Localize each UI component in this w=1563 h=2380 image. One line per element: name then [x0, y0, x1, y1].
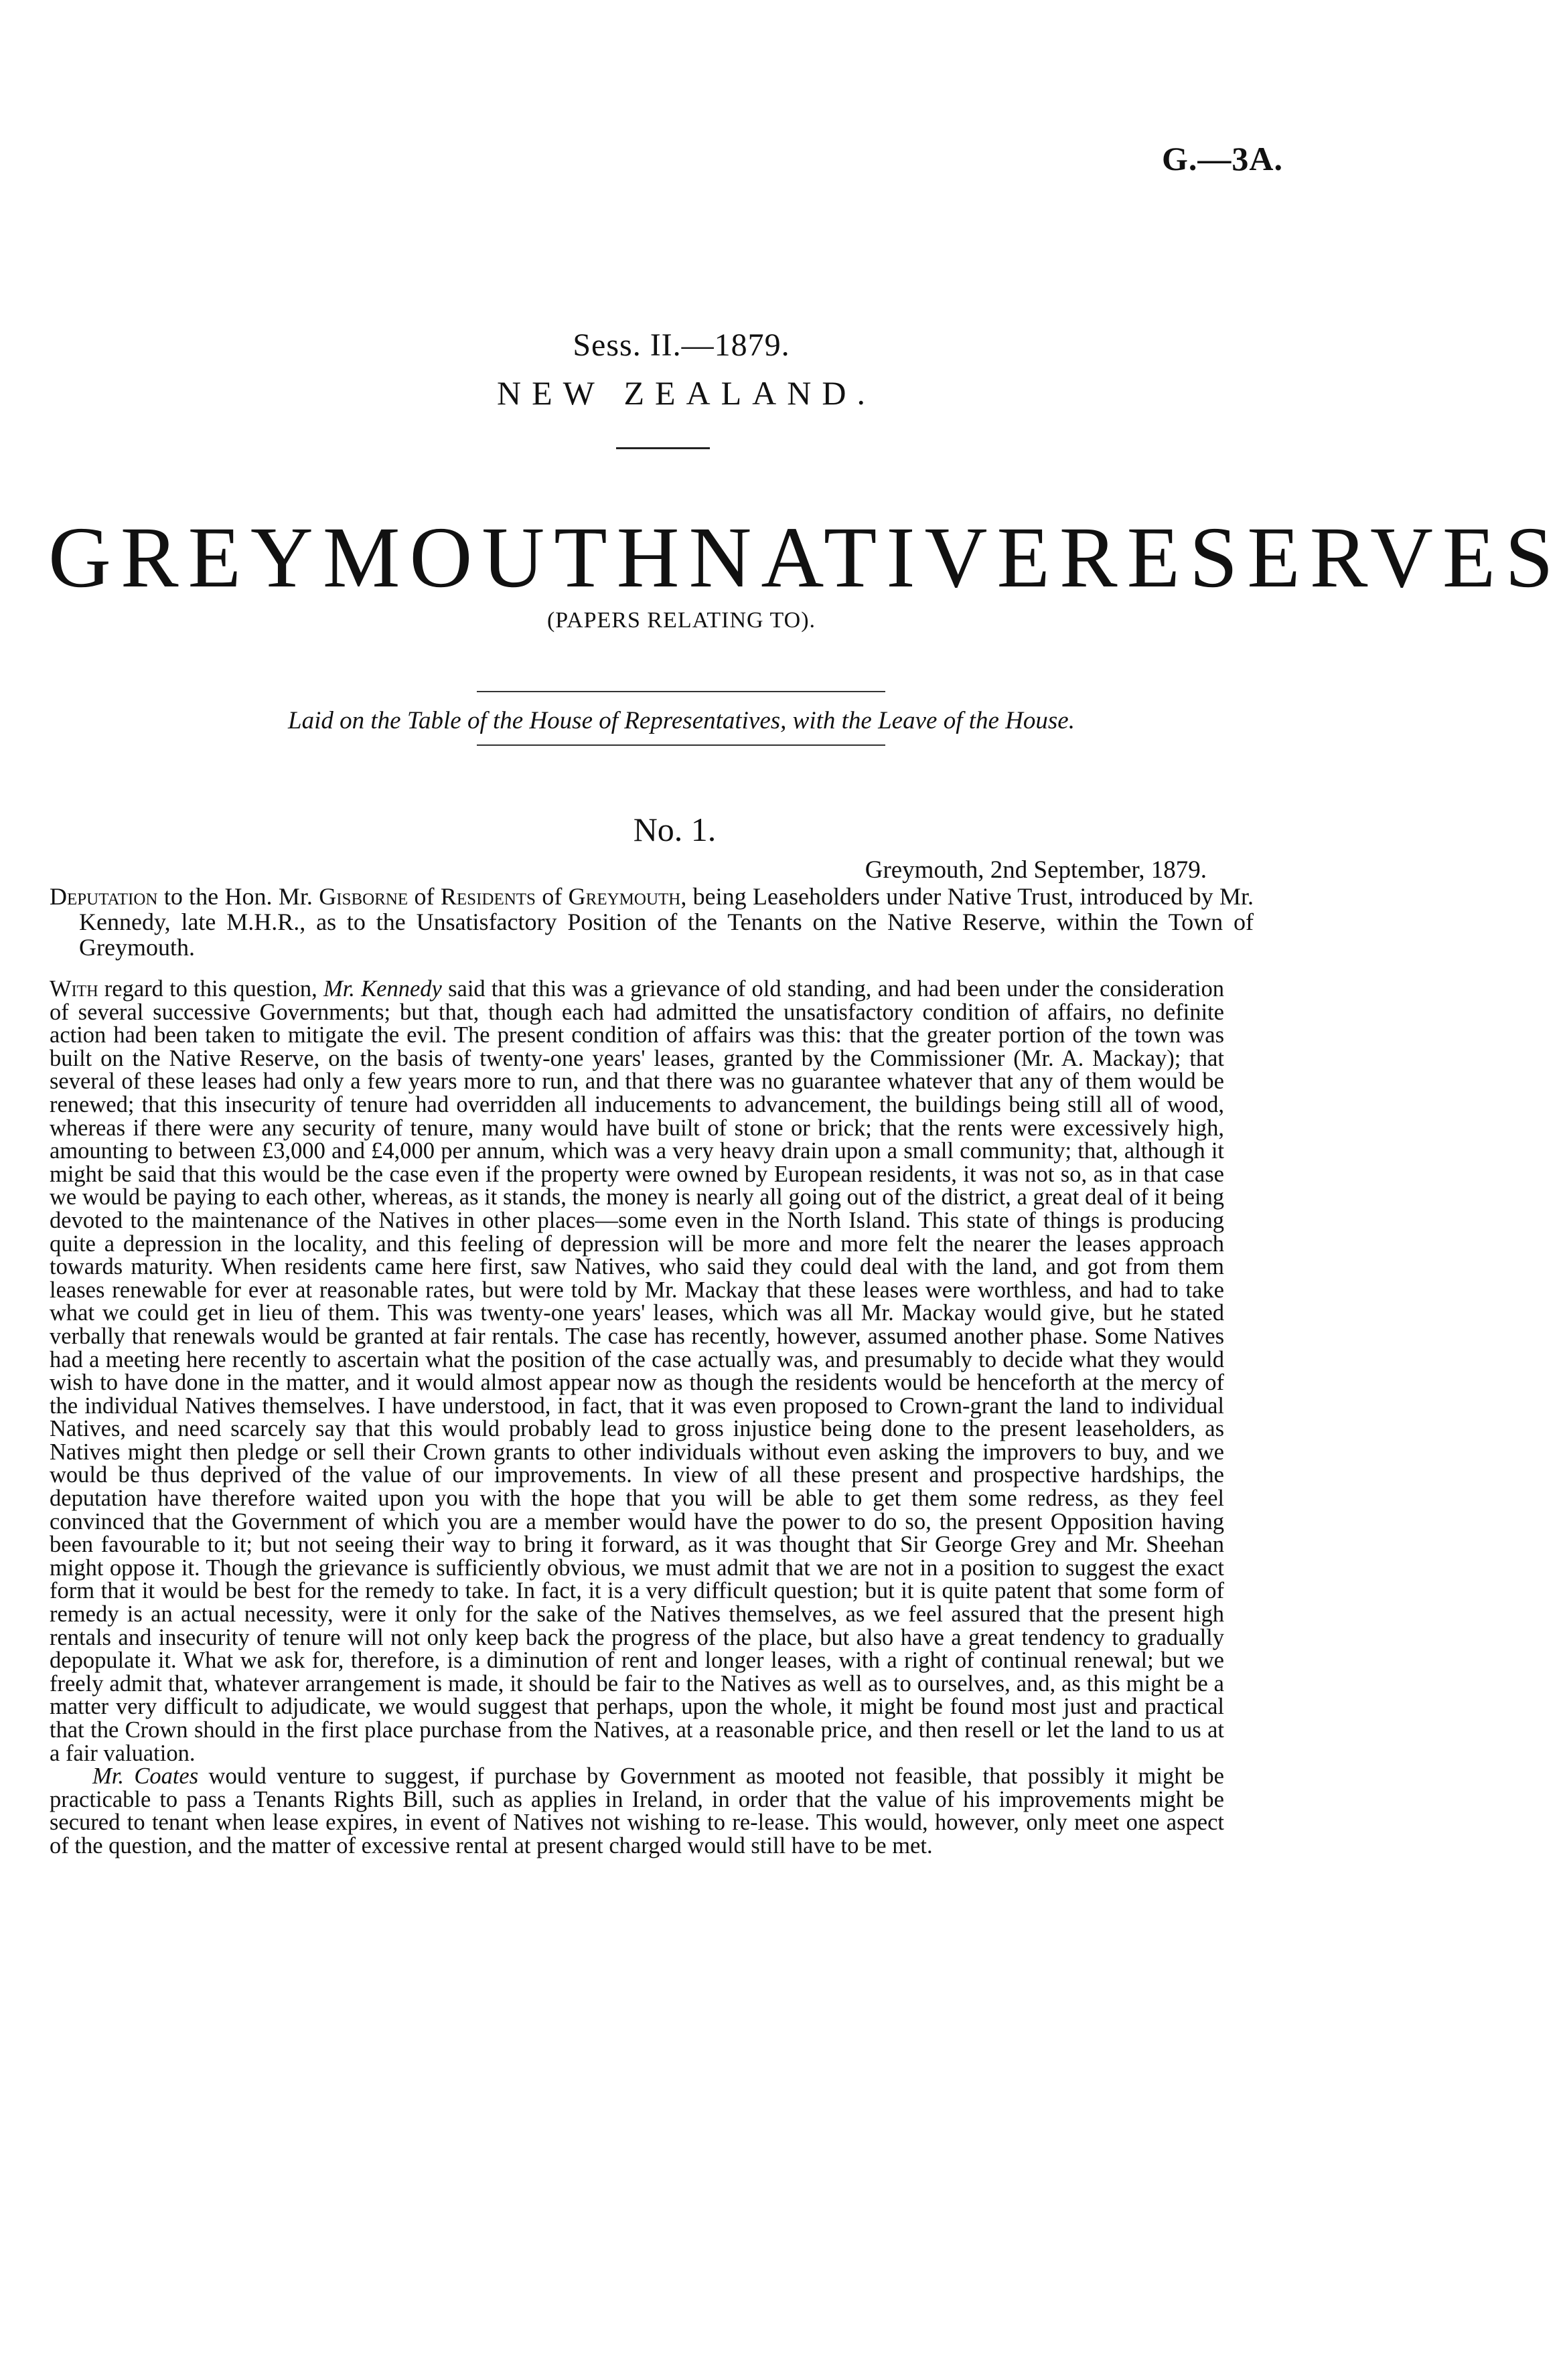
laid-on-table-note: Laid on the Table of the House of Representatives, with the Leave of the House. — [288, 707, 1075, 734]
place-name: Greymouth — [568, 883, 681, 910]
session-line: Sess. II.—1879. — [573, 327, 790, 363]
paragraph-coates — [50, 1765, 1224, 1857]
title-word-2: NATIVE — [688, 509, 1059, 606]
paragraph-text: regard to this question, — [98, 976, 323, 1002]
divider-rule — [477, 691, 885, 692]
deputation-heading — [50, 884, 1254, 960]
divider-rule — [616, 447, 710, 449]
residents-word: Residents — [440, 883, 536, 910]
speaker-name: Mr. Kennedy — [323, 976, 442, 1002]
title-word-1: GREYMOUTH — [48, 509, 689, 606]
document-body — [50, 977, 1224, 1858]
dateline: Greymouth, 2nd September, 1879. — [865, 856, 1207, 884]
paragraph-text: said that this was a grievance of old standing, and had been under the consideration of several successive Governments; but that, though each had admitted the unsatisfactory condition of affairs, no definite action had been taken to mitigate the evil. The present condition of affairs was this: that the greater portion of the town was built on the Native Reserve, on the basis of twenty-one years' leases, granted by the Commissioner (Mr. A. Mackay); that several of these leases had only a few years more to run, and that there was no guarantee whatever that any of them would be renewed; that this insecurity of tenure had overridden all inducements to advancement, the buildings being still all of wood, whereas if there were any security of tenure, many would have built of stone or brick; that the rents were excessively high, amounting to between £3,000 and £4,000 per annum, which was a very heavy drain upon a small community; that, although it might be said that this would be the case even if the property were owned by European residents, it was not so, as in that case we would be paying to each other, whereas, as it stands, the money is nearly all going out of the district, a great deal of it being devoted to the maintenance of the Natives in other places—some even in the North Island. This state of things is producing quite a depression in the locality, and this feeling of depression will be more and more felt the nearer the leases approach towards maturity. When residents came here first, saw Natives, who said they could deal with the land, and got from them leases renewable for ever at reasonable rates, but were told by Mr. Mackay that these leases were worthless, and had to take what we could get in lieu of them. This was twenty-one years' leases, which was all Mr. Mackay would give, but he stated verbally that renewals would be granted at fair rentals. The case has recently, however, assumed another phase. Some Natives had a meeting here recently to ascertain what the position of the case actually was, and presumably to decide what they would wish to have done in the matter, and it would almost appear now as though the residents would be henceforth at the mercy of the individual Natives themselves. I have understood, in fact, that it was even proposed to Crown-grant the land to individual Natives, and need scarcely say that this would probably lead to gross injustice being done to the present leaseholders, as Natives might then pledge or sell their Crown grants to other individuals without even asking the improvers to buy, and we would be thus deprived of the value of our improvements. In view of all these present and prospective hardships, the deputation have therefore waited upon you with the hope that you will be able to get them some redress, as they feel convinced that the Government of which you are a member would have the power to do so, the present Opposition having been favourable to it; but not seeing their way to bring it forward, as it was thought that Sir George Grey and Mr. Sheehan might oppose it. Though the grievance is sufficiently obvious, we must admit that we are not in a position to suggest the exact form that it would be best for the remedy to take. In fact, it is a very difficult question; but it is quite patent that some form of remedy is an actual necessity, were it only for the sake of the Natives themselves, as we feel assured that the present high rentals and insecurity of tenure will not only keep back the progress of the place, but also have a great tendency to gradually depopulate it. What we ask for, therefore, is a diminution of rent and longer leases, with a right of continual renewal; but we freely admit that, whatever arrangement is made, it should be fair to the Natives as well as to ourselves, and, as this might be a matter very difficult to adjudicate, we would suggest that perhaps, upon the whole, it might be found most just and practical that the Crown should in the first place purchase from the Natives, at a reasonable price, and then resell or let the land to us at a fair valuation. — [50, 976, 1224, 1766]
paper-reference: G.—3A. — [1162, 140, 1283, 177]
paragraph-text: would venture to suggest, if purchase by Government as mooted not feasible, that possibly it might be practicable to pass a Tenants Rights Bill, such as applies in Ireland, in order that the value of his improvements might be secured to tenant when lease expires, in event of Natives not wishing to re-lease. This would, however, only meet one aspect of the question, and the matter of excessive rental at present charged would still have to be met. — [50, 1763, 1224, 1858]
deputation-text: to the Hon. Mr. — [157, 883, 319, 910]
paragraph-kennedy — [50, 977, 1224, 1765]
deputation-text: of — [408, 883, 441, 910]
deputation-lead-word: Deputation — [50, 883, 158, 910]
document-number: No. 1. — [633, 811, 717, 848]
page-subtitle: (PAPERS RELATING TO). — [546, 608, 816, 633]
speaker-name: Mr. Coates — [92, 1763, 199, 1790]
paragraph-lead-word: With — [50, 976, 98, 1002]
minister-name: Gisborne — [319, 883, 408, 910]
divider-rule — [477, 744, 885, 746]
page-title — [48, 509, 1563, 606]
title-word-3: RESERVES — [1059, 509, 1563, 606]
deputation-text: of — [535, 883, 569, 910]
country-heading: NEW ZEALAND. — [497, 374, 876, 412]
deputation-text: , being Leaseholders under Native Trust, introduced by Mr. Kennedy, late M.H.R., as to the Unsatisfactory Position of the Tenants on the Native Reserve, within the Town of Greymouth. — [79, 883, 1254, 961]
